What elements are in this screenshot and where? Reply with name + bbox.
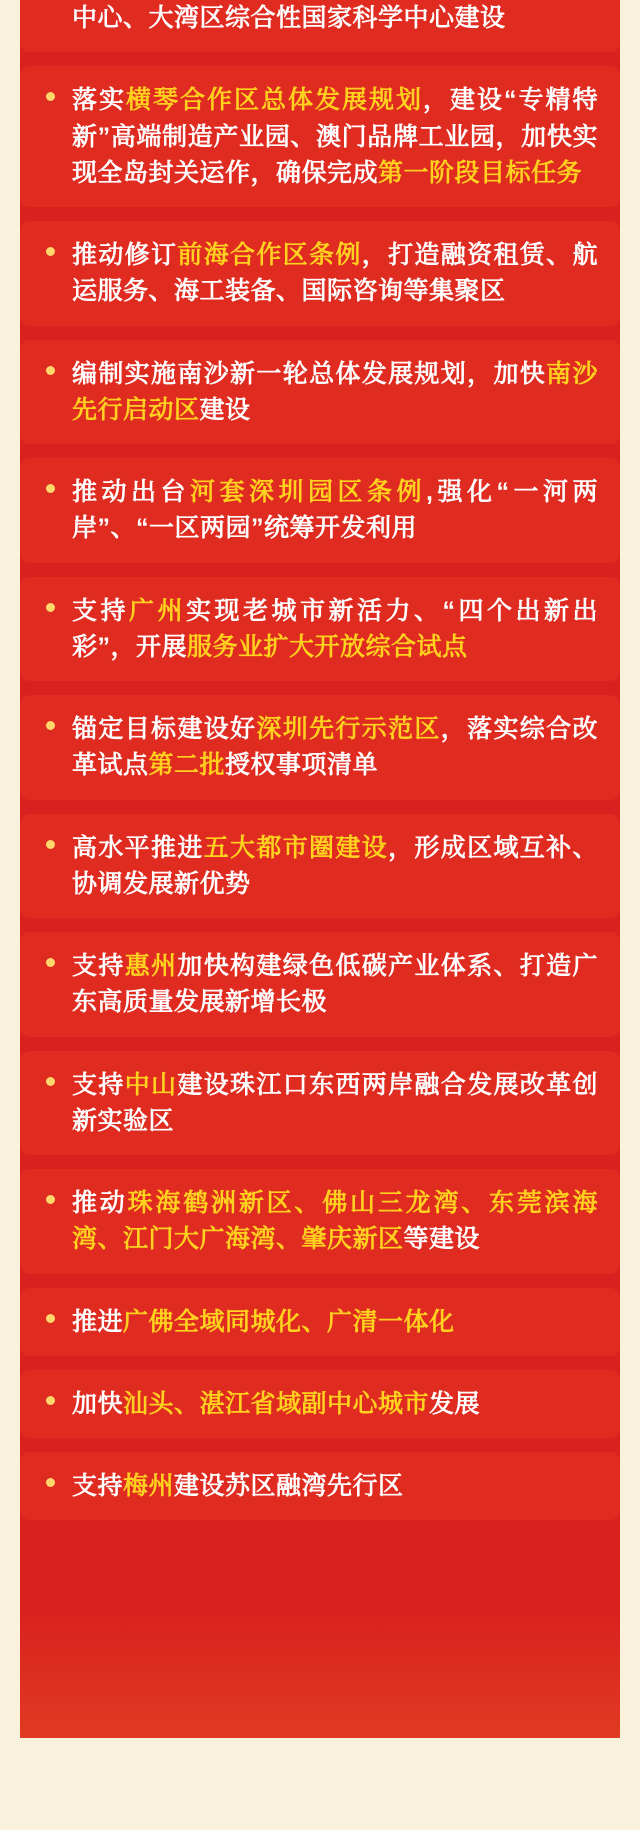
body-text: 加快: [72, 1389, 124, 1418]
policy-item-text: [72, 1386, 598, 1422]
body-text: 落实: [72, 86, 126, 115]
highlight-text: 第二批: [148, 751, 226, 780]
policy-item-text: [72, 1304, 598, 1340]
policy-item-text: [72, 0, 598, 36]
policy-item: [20, 1288, 620, 1356]
policy-item-text: [72, 237, 598, 310]
policy-item: [20, 1051, 620, 1156]
body-text: 授权事项清单: [225, 751, 379, 780]
policy-item-text: [72, 593, 598, 666]
highlight-text: 梅州: [123, 1472, 175, 1500]
body-text: 中心、大湾区综合性国家科学中心建设: [72, 4, 506, 32]
highlight-text: 广州: [129, 596, 186, 625]
bullet-icon: [46, 92, 55, 101]
body-text: 支持: [72, 952, 125, 980]
body-text: 推动: [72, 1189, 128, 1217]
policy-item-text: [72, 356, 598, 429]
bullet-icon: [46, 1396, 55, 1405]
body-text: 支持: [72, 1472, 124, 1500]
bullet-icon: [46, 721, 55, 730]
policy-item: [20, 0, 620, 52]
highlight-text: 第一阶段目标任务: [378, 158, 583, 187]
highlight-text: 前海合作区条例: [177, 241, 362, 269]
policy-item: [20, 1370, 620, 1438]
highlight-text: 珠海鹤洲新区、佛山三龙湾、东莞滨海湾、江门大广海湾、肇庆新区: [72, 1189, 598, 1254]
body-text: 高水平推进: [72, 833, 204, 862]
policy-item: [20, 340, 620, 445]
policy-item-text: [72, 830, 598, 903]
policy-item: [20, 1452, 620, 1520]
body-text: 推动修订: [72, 241, 178, 269]
bullet-icon: [46, 603, 55, 612]
body-text: ,强化“一河两岸”、“一区两园”统筹开发利用: [72, 478, 598, 543]
body-text: 发展: [429, 1389, 481, 1418]
highlight-text: 河套深圳园区条例: [190, 478, 427, 506]
body-text: ，形成区域互补、协调发展新优势: [72, 833, 598, 898]
bullet-icon: [46, 366, 55, 375]
body-text: 建设珠江口东西两岸融合发展改革创新实验区: [72, 1070, 598, 1135]
policy-item-text: [72, 948, 598, 1021]
bullet-icon: [46, 840, 55, 849]
policy-item: [20, 221, 620, 326]
policy-item-text: [72, 474, 598, 547]
bullet-icon: [46, 247, 55, 256]
policy-item: [20, 814, 620, 919]
policy-item-text: [72, 82, 598, 191]
body-text: ，打造融资租赁、航运服务、海工装备、国际咨询等集聚区: [72, 241, 598, 306]
bullet-icon: [46, 1077, 55, 1086]
highlight-text: 汕头、湛江省域副中心城市: [123, 1389, 430, 1418]
body-text: ，落实综合改革试点: [72, 715, 598, 780]
body-text: 建设: [199, 395, 251, 424]
body-text: 编制实施南沙新一轮总体发展规划，加快: [72, 359, 547, 388]
highlight-text: 广佛全域同城化、广清一体化: [123, 1307, 455, 1336]
body-text: 支持: [72, 596, 129, 625]
bullet-icon: [46, 1478, 55, 1487]
body-text: 等建设: [403, 1225, 481, 1254]
policy-item-text: [72, 1468, 598, 1504]
highlight-text: 五大都市圈建设: [203, 833, 389, 862]
body-text: 支持: [72, 1070, 125, 1099]
body-text: 推动出台: [72, 478, 191, 506]
bullet-icon: [46, 1195, 55, 1204]
policy-item: [20, 932, 620, 1037]
policy-item-text: [72, 711, 598, 784]
policy-item-text: [72, 1067, 598, 1140]
highlight-text: 惠州: [124, 952, 178, 980]
policy-item: [20, 66, 620, 207]
highlight-text: 横琴合作区总体发展规划: [126, 86, 423, 115]
policy-item: [20, 458, 620, 563]
bullet-icon: [46, 958, 55, 967]
bullet-icon: [46, 1314, 55, 1323]
footer-band: [0, 1738, 640, 1830]
highlight-text: 服务业扩大开放综合试点: [187, 632, 468, 661]
body-text: 推进: [72, 1307, 124, 1336]
policy-item: [20, 1169, 620, 1274]
body-text: 建设苏区融湾先行区: [174, 1472, 404, 1500]
body-text: 实现老城市新活力、“四个出新出彩”，开展: [72, 596, 598, 661]
highlight-text: 深圳先行示范区: [256, 715, 441, 743]
body-text: ，建设“专精特新”高端制造产业园、澳门品牌工业园，加快实现全岛封关运作，确保完成: [72, 86, 598, 187]
highlight-text: 南沙先行启动区: [72, 359, 598, 424]
policy-item-text: [72, 1185, 598, 1258]
policy-item: [20, 695, 620, 800]
body-text: 锚定目标建设好: [72, 715, 257, 743]
bullet-icon: [46, 484, 55, 493]
highlight-text: 中山: [124, 1070, 178, 1099]
policy-item: [20, 577, 620, 682]
body-text: 加快构建绿色低碳产业体系、打造广东高质量发展新增长极: [72, 952, 598, 1017]
